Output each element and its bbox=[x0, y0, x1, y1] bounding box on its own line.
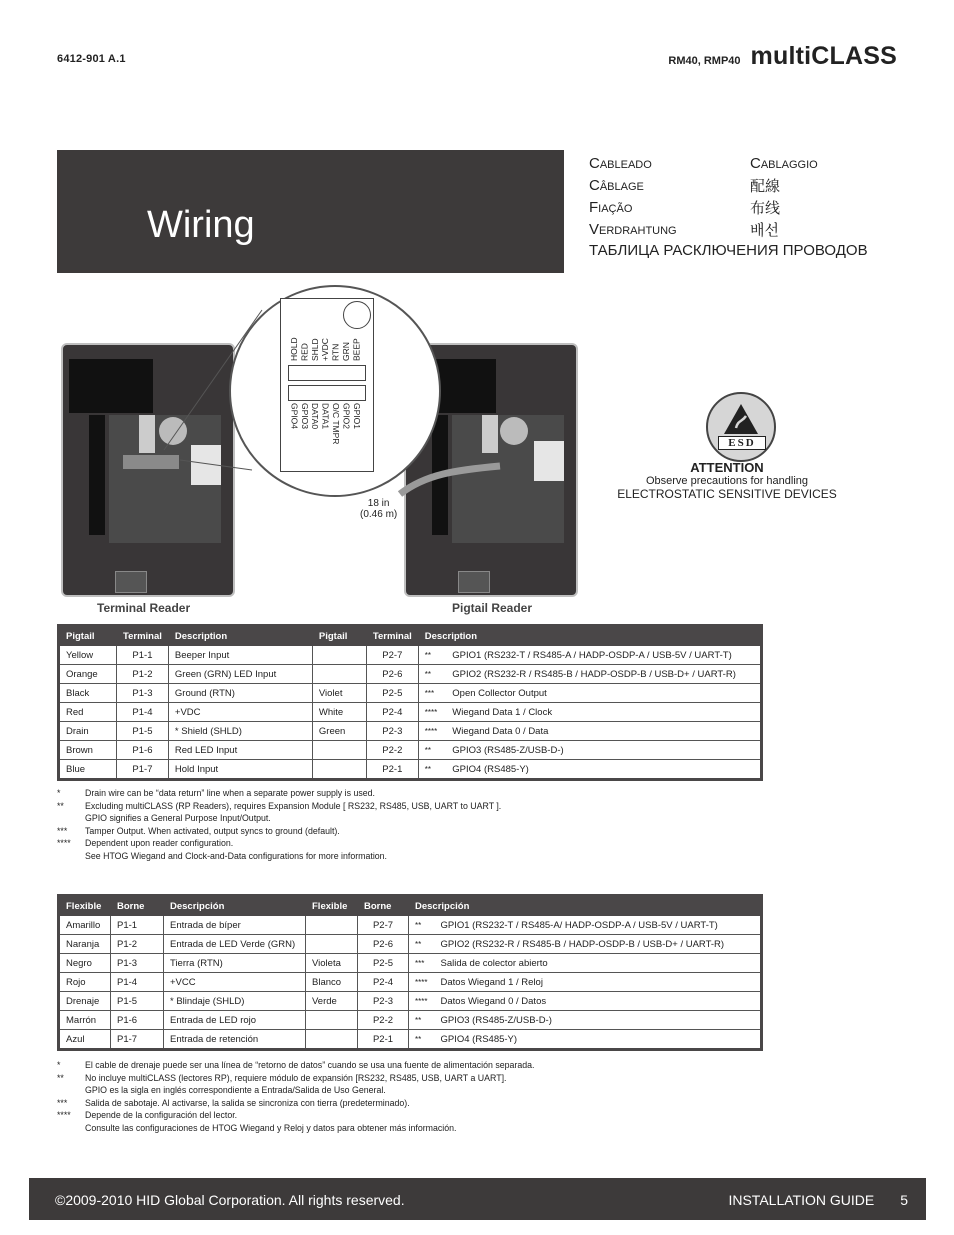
col-pigtail: Pigtail bbox=[59, 626, 117, 646]
cell-description: Beeper Input bbox=[168, 646, 312, 665]
cell-wire-color: Naranja bbox=[59, 935, 111, 954]
guide-label: INSTALLATION GUIDE bbox=[728, 1192, 875, 1208]
cell-terminal: P1-4 bbox=[117, 703, 169, 722]
footnote-marker bbox=[57, 850, 85, 863]
brand-header bbox=[668, 42, 897, 71]
cell-wire-color: Amarillo bbox=[59, 916, 111, 935]
term-gpio1: GPIO1 bbox=[351, 403, 362, 429]
cell-description: Entrada de LED rojo bbox=[164, 1011, 306, 1030]
reader-connector bbox=[482, 415, 498, 453]
col-borne: Borne bbox=[358, 896, 409, 916]
col-borne: Borne bbox=[111, 896, 164, 916]
left-terminal-labels bbox=[289, 329, 362, 361]
term-data0: DATA0 bbox=[310, 403, 321, 430]
table-row bbox=[59, 741, 762, 760]
cell-wire-color: Negro bbox=[59, 954, 111, 973]
cell-terminal: P2-4 bbox=[366, 703, 418, 722]
cell-note-mark: ** bbox=[409, 916, 435, 935]
term-gpio4: GPIO4 bbox=[289, 403, 300, 429]
esd-badge: ESD bbox=[718, 436, 766, 450]
lang-it: Cablaggio bbox=[750, 154, 818, 172]
cell-terminal: P1-3 bbox=[117, 684, 169, 703]
cell-description: Green (GRN) LED Input bbox=[168, 665, 312, 684]
cell-note-mark: **** bbox=[409, 992, 435, 1011]
cell-terminal: P1-7 bbox=[111, 1030, 164, 1050]
lang-de: Verdrahtung bbox=[589, 220, 677, 238]
table-row bbox=[59, 992, 762, 1011]
cell-description: Open Collector Output bbox=[446, 684, 761, 703]
cell-wire-color: Drenaje bbox=[59, 992, 111, 1011]
document-number: 6412-901 A.1 bbox=[57, 53, 126, 65]
cell-terminal: P1-6 bbox=[117, 741, 169, 760]
cell-wire-color: Orange bbox=[59, 665, 117, 684]
cell-description: Entrada de bíper bbox=[164, 916, 306, 935]
term-gpio2: GPIO2 bbox=[341, 403, 352, 429]
footnote bbox=[57, 1109, 757, 1122]
term-beep: BEEP bbox=[351, 338, 362, 361]
footnote bbox=[57, 1084, 757, 1097]
footnote bbox=[57, 850, 757, 863]
table-row bbox=[59, 760, 762, 780]
lang-zh: 布线 bbox=[750, 199, 781, 217]
col-description: Description bbox=[418, 626, 761, 646]
reader-bottom-tab bbox=[115, 571, 147, 593]
cell-terminal: P2-4 bbox=[358, 973, 409, 992]
footnote-text: No incluye multiCLASS (lectores RP), requiere módulo de expansión [RS232, RS485, USB, UART a UART]. bbox=[85, 1072, 507, 1083]
cell-note-mark: ** bbox=[418, 665, 446, 684]
footnote-marker: **** bbox=[57, 838, 71, 849]
title-translations bbox=[589, 152, 909, 259]
reader-label-card bbox=[534, 441, 564, 481]
cell-wire-color: Green bbox=[312, 722, 366, 741]
copyright: ©2009-2010 HID Global Corporation. All rights reserved. bbox=[55, 1192, 405, 1208]
cable-length-imperial: 18 in bbox=[367, 498, 390, 509]
cell-description: GPIO4 (RS485-Y) bbox=[435, 1030, 762, 1050]
footer-right bbox=[728, 1192, 908, 1208]
cell-wire-color: Drain bbox=[59, 722, 117, 741]
footnote-text: Salida de sabotaje. Al activarse, la salida se sincroniza con tierra (predeterminado). bbox=[85, 1097, 410, 1108]
cell-description: Ground (RTN) bbox=[168, 684, 312, 703]
cell-description: Wiegand Data 0 / Data bbox=[446, 722, 761, 741]
cell-description: GPIO3 (RS485-Z/USB-D-) bbox=[446, 741, 761, 760]
cell-description: Datos Wiegand 0 / Datos bbox=[435, 992, 762, 1011]
footnote bbox=[57, 800, 757, 813]
cell-description: * Blindaje (SHLD) bbox=[164, 992, 306, 1011]
cell-wire-color: Violeta bbox=[306, 954, 358, 973]
model-numbers: RM40, RMP40 bbox=[668, 55, 741, 67]
cell-note-mark: ** bbox=[418, 760, 446, 780]
cell-note-mark: ** bbox=[418, 741, 446, 760]
col-description: Description bbox=[168, 626, 312, 646]
brand-prefix: multi bbox=[750, 42, 812, 70]
reader-bottom-tab bbox=[458, 571, 490, 593]
footnote-marker: **** bbox=[57, 1110, 71, 1121]
cable-length-label bbox=[360, 498, 397, 520]
esd-subtext: Observe precautions for handling bbox=[645, 475, 809, 487]
cell-wire-color: Blue bbox=[59, 760, 117, 780]
cell-description: +VDC bbox=[168, 703, 312, 722]
pigtail-cable bbox=[396, 460, 506, 500]
cell-note-mark: ** bbox=[409, 935, 435, 954]
cell-wire-color: Verde bbox=[306, 992, 358, 1011]
title-banner bbox=[57, 150, 564, 273]
cell-wire-color bbox=[306, 935, 358, 954]
footnote-marker bbox=[57, 812, 85, 825]
table-row bbox=[59, 935, 762, 954]
cell-terminal: P2-7 bbox=[366, 646, 418, 665]
footnote-text: Consulte las configuraciones de HTOG Wiegand y Reloj y datos para obtener más información. bbox=[85, 1122, 457, 1133]
reader-buzzer bbox=[500, 417, 528, 445]
cell-terminal: P1-3 bbox=[111, 954, 164, 973]
term-gpio3: GPIO3 bbox=[299, 403, 310, 429]
cell-terminal: P1-7 bbox=[117, 760, 169, 780]
table-row bbox=[59, 1011, 762, 1030]
cell-wire-color: Red bbox=[59, 703, 117, 722]
term-shld: SHLD bbox=[309, 338, 320, 361]
cell-terminal: P1-5 bbox=[117, 722, 169, 741]
footnote bbox=[57, 1059, 757, 1072]
table-row bbox=[59, 703, 762, 722]
footnote-text: GPIO signifies a General Purpose Input/Output. bbox=[85, 813, 271, 824]
footnote-marker: ** bbox=[57, 1072, 64, 1083]
brand-logo bbox=[751, 42, 897, 71]
cell-wire-color: Marrón bbox=[59, 1011, 111, 1030]
cell-description: Entrada de retención bbox=[164, 1030, 306, 1050]
cell-description: GPIO4 (RS485-Y) bbox=[446, 760, 761, 780]
right-terminal-labels bbox=[289, 403, 362, 449]
footnote-text: Depende de la configuración del lector. bbox=[85, 1110, 238, 1121]
table-row bbox=[59, 665, 762, 684]
cell-terminal: P2-5 bbox=[366, 684, 418, 703]
table-row bbox=[59, 916, 762, 935]
terminal-zoom-callout bbox=[229, 285, 441, 497]
lang-ko: 배선 bbox=[750, 221, 779, 239]
footnote bbox=[57, 825, 757, 838]
terminal-block-left bbox=[288, 365, 366, 381]
cell-terminal: P2-5 bbox=[358, 954, 409, 973]
footnote bbox=[57, 837, 757, 850]
cell-wire-color bbox=[312, 646, 366, 665]
footnote-text: GPIO es la sigla en inglés correspondiente a Entrada/Salida de Uso General. bbox=[85, 1085, 386, 1096]
term-red: RED bbox=[299, 343, 310, 361]
cell-terminal: P2-6 bbox=[358, 935, 409, 954]
cell-wire-color: Blanco bbox=[306, 973, 358, 992]
cell-terminal: P2-1 bbox=[358, 1030, 409, 1050]
cell-description: +VCC bbox=[164, 973, 306, 992]
cell-note-mark: *** bbox=[418, 684, 446, 703]
cell-note-mark: *** bbox=[409, 954, 435, 973]
footnote-marker: *** bbox=[57, 1097, 68, 1108]
cell-wire-color: Black bbox=[59, 684, 117, 703]
cell-wire-color: Brown bbox=[59, 741, 117, 760]
cell-terminal: P1-5 bbox=[111, 992, 164, 1011]
footnote bbox=[57, 1097, 757, 1110]
footnote-marker bbox=[57, 1084, 85, 1097]
lang-fr: Câblage bbox=[589, 176, 644, 194]
cell-terminal: P1-2 bbox=[117, 665, 169, 684]
footnote-marker: * bbox=[57, 788, 61, 798]
table-row bbox=[59, 973, 762, 992]
footnote-marker: *** bbox=[57, 825, 68, 836]
table-row bbox=[59, 684, 762, 703]
cell-terminal: P2-2 bbox=[358, 1011, 409, 1030]
footnote bbox=[57, 1072, 757, 1085]
col-flexible: Flexible bbox=[59, 896, 111, 916]
page-title: Wiring bbox=[147, 204, 255, 246]
footnote bbox=[57, 787, 757, 800]
term-hold: HOLD bbox=[289, 337, 299, 361]
reader-inner-panel bbox=[69, 359, 153, 413]
esd-triangle-icon bbox=[722, 402, 760, 436]
cell-terminal: P2-3 bbox=[366, 722, 418, 741]
cell-description: GPIO2 (RS232-R / RS485-B / HADP-OSDP-B / USB-D+ / UART-R) bbox=[446, 665, 761, 684]
cell-description: Hold Input bbox=[168, 760, 312, 780]
cell-description: GPIO3 (RS485-Z/USB-D-) bbox=[435, 1011, 762, 1030]
cell-wire-color: White bbox=[312, 703, 366, 722]
notes-en bbox=[57, 787, 757, 863]
cell-wire-color bbox=[306, 916, 358, 935]
footnote-text: Tamper Output. When activated, output syncs to ground (default). bbox=[85, 825, 340, 836]
cell-wire-color: Yellow bbox=[59, 646, 117, 665]
page-footer bbox=[29, 1178, 926, 1220]
cell-note-mark: **** bbox=[418, 722, 446, 741]
cell-terminal: P1-2 bbox=[111, 935, 164, 954]
term-grn: GRN bbox=[341, 342, 352, 361]
term-rtn: RTN bbox=[330, 343, 341, 361]
cell-note-mark: **** bbox=[409, 973, 435, 992]
cell-description: GPIO2 (RS232-R / RS485-B / HADP-OSDP-B / USB-D+ / UART-R) bbox=[435, 935, 762, 954]
table-row bbox=[59, 646, 762, 665]
esd-heading: ATTENTION bbox=[690, 460, 764, 475]
footnote-text: Excluding multiCLASS (RP Readers), requires Expansion Module [ RS232, RS485, USB, UART to UART ]. bbox=[85, 800, 502, 811]
cell-description: Wiegand Data 1 / Clock bbox=[446, 703, 761, 722]
table-row bbox=[59, 722, 762, 741]
lang-pt: Fiação bbox=[589, 198, 633, 216]
cell-terminal: P2-6 bbox=[366, 665, 418, 684]
col-descripcion: Descripción bbox=[164, 896, 306, 916]
cell-description: Red LED Input bbox=[168, 741, 312, 760]
cell-note-mark: ** bbox=[418, 646, 446, 665]
lang-es: Cableado bbox=[589, 154, 652, 172]
wiring-table-es bbox=[57, 894, 763, 1051]
footnote-text: Dependent upon reader configuration. bbox=[85, 838, 234, 849]
cell-terminal: P1-4 bbox=[111, 973, 164, 992]
cell-terminal: P2-1 bbox=[366, 760, 418, 780]
esd-notice bbox=[589, 460, 865, 501]
cell-wire-color bbox=[306, 1011, 358, 1030]
page-number: 5 bbox=[900, 1192, 908, 1208]
esd-warning-icon bbox=[706, 392, 776, 462]
col-flexible: Flexible bbox=[306, 896, 358, 916]
footnote-text: El cable de drenaje puede ser una línea de “retorno de datos” cuando se usa una fuente de alimentación separada. bbox=[85, 1060, 535, 1070]
terminal-reader-caption: Terminal Reader bbox=[97, 601, 191, 615]
col-terminal: Terminal bbox=[366, 626, 418, 646]
cell-terminal: P1-1 bbox=[111, 916, 164, 935]
wiring-table-en bbox=[57, 624, 763, 781]
table-header bbox=[59, 626, 762, 646]
col-descripcion: Descripción bbox=[409, 896, 762, 916]
cell-wire-color bbox=[312, 665, 366, 684]
cable-length-metric: (0.46 m) bbox=[360, 509, 398, 520]
cell-description: Salida de colector abierto bbox=[435, 954, 762, 973]
cell-description: Datos Wiegand 1 / Reloj bbox=[435, 973, 762, 992]
cell-wire-color: Violet bbox=[312, 684, 366, 703]
col-pigtail: Pigtail bbox=[312, 626, 366, 646]
cell-description: Entrada de LED Verde (GRN) bbox=[164, 935, 306, 954]
terminal-label-panel bbox=[280, 298, 374, 472]
footnote-marker: * bbox=[57, 1060, 61, 1070]
cell-note-mark: **** bbox=[418, 703, 446, 722]
cell-description: GPIO1 (RS232-T / RS485-A/ HADP-OSDP-A / USB-5V / UART-T) bbox=[435, 916, 762, 935]
cell-wire-color bbox=[306, 1030, 358, 1050]
cell-note-mark: ** bbox=[409, 1030, 435, 1050]
cell-description: * Shield (SHLD) bbox=[168, 722, 312, 741]
pigtail-reader-caption: Pigtail Reader bbox=[452, 601, 533, 615]
term-vdc: +VDC bbox=[320, 338, 331, 361]
col-terminal: Terminal bbox=[117, 626, 169, 646]
cell-wire-color: Rojo bbox=[59, 973, 111, 992]
footnote-marker: ** bbox=[57, 800, 64, 811]
reader-coil-left bbox=[89, 415, 105, 535]
lang-ja: 配線 bbox=[750, 177, 781, 195]
footnote bbox=[57, 1122, 757, 1135]
brand-suffix: CLASS bbox=[811, 42, 897, 70]
cell-description: GPIO1 (RS232-T / RS485-A / HADP-OSDP-A / USB-5V / UART-T) bbox=[446, 646, 761, 665]
term-data1: DATA1 bbox=[320, 403, 331, 430]
footnote-text: See HTOG Wiegand and Clock-and-Data configurations for more information. bbox=[85, 850, 388, 861]
zoom-screw-hole bbox=[343, 301, 371, 329]
notes-es bbox=[57, 1059, 757, 1135]
cell-terminal: P2-7 bbox=[358, 916, 409, 935]
terminal-block-right bbox=[288, 385, 366, 401]
footnote bbox=[57, 812, 757, 825]
cell-terminal: P1-1 bbox=[117, 646, 169, 665]
cell-terminal: P2-3 bbox=[358, 992, 409, 1011]
cell-wire-color: Azul bbox=[59, 1030, 111, 1050]
footnote-marker bbox=[57, 1122, 85, 1135]
cell-note-mark: ** bbox=[409, 1011, 435, 1030]
cell-terminal: P2-2 bbox=[366, 741, 418, 760]
table-header bbox=[59, 896, 762, 916]
lang-ru: ТАБЛИЦА РАСКЛЮЧЕНИЯ ПРОВОДОВ bbox=[589, 242, 868, 259]
footnote-text: Drain wire can be “data return” line when a separate power supply is used. bbox=[85, 788, 375, 798]
cell-terminal: P1-6 bbox=[111, 1011, 164, 1030]
cell-wire-color bbox=[312, 760, 366, 780]
cell-wire-color bbox=[312, 741, 366, 760]
table-row bbox=[59, 954, 762, 973]
term-oc-tmpr: O/C TMPR bbox=[331, 403, 342, 445]
table-row bbox=[59, 1030, 762, 1050]
esd-line: ELECTROSTATIC SENSITIVE DEVICES bbox=[617, 487, 837, 501]
cell-description: Tierra (RTN) bbox=[164, 954, 306, 973]
